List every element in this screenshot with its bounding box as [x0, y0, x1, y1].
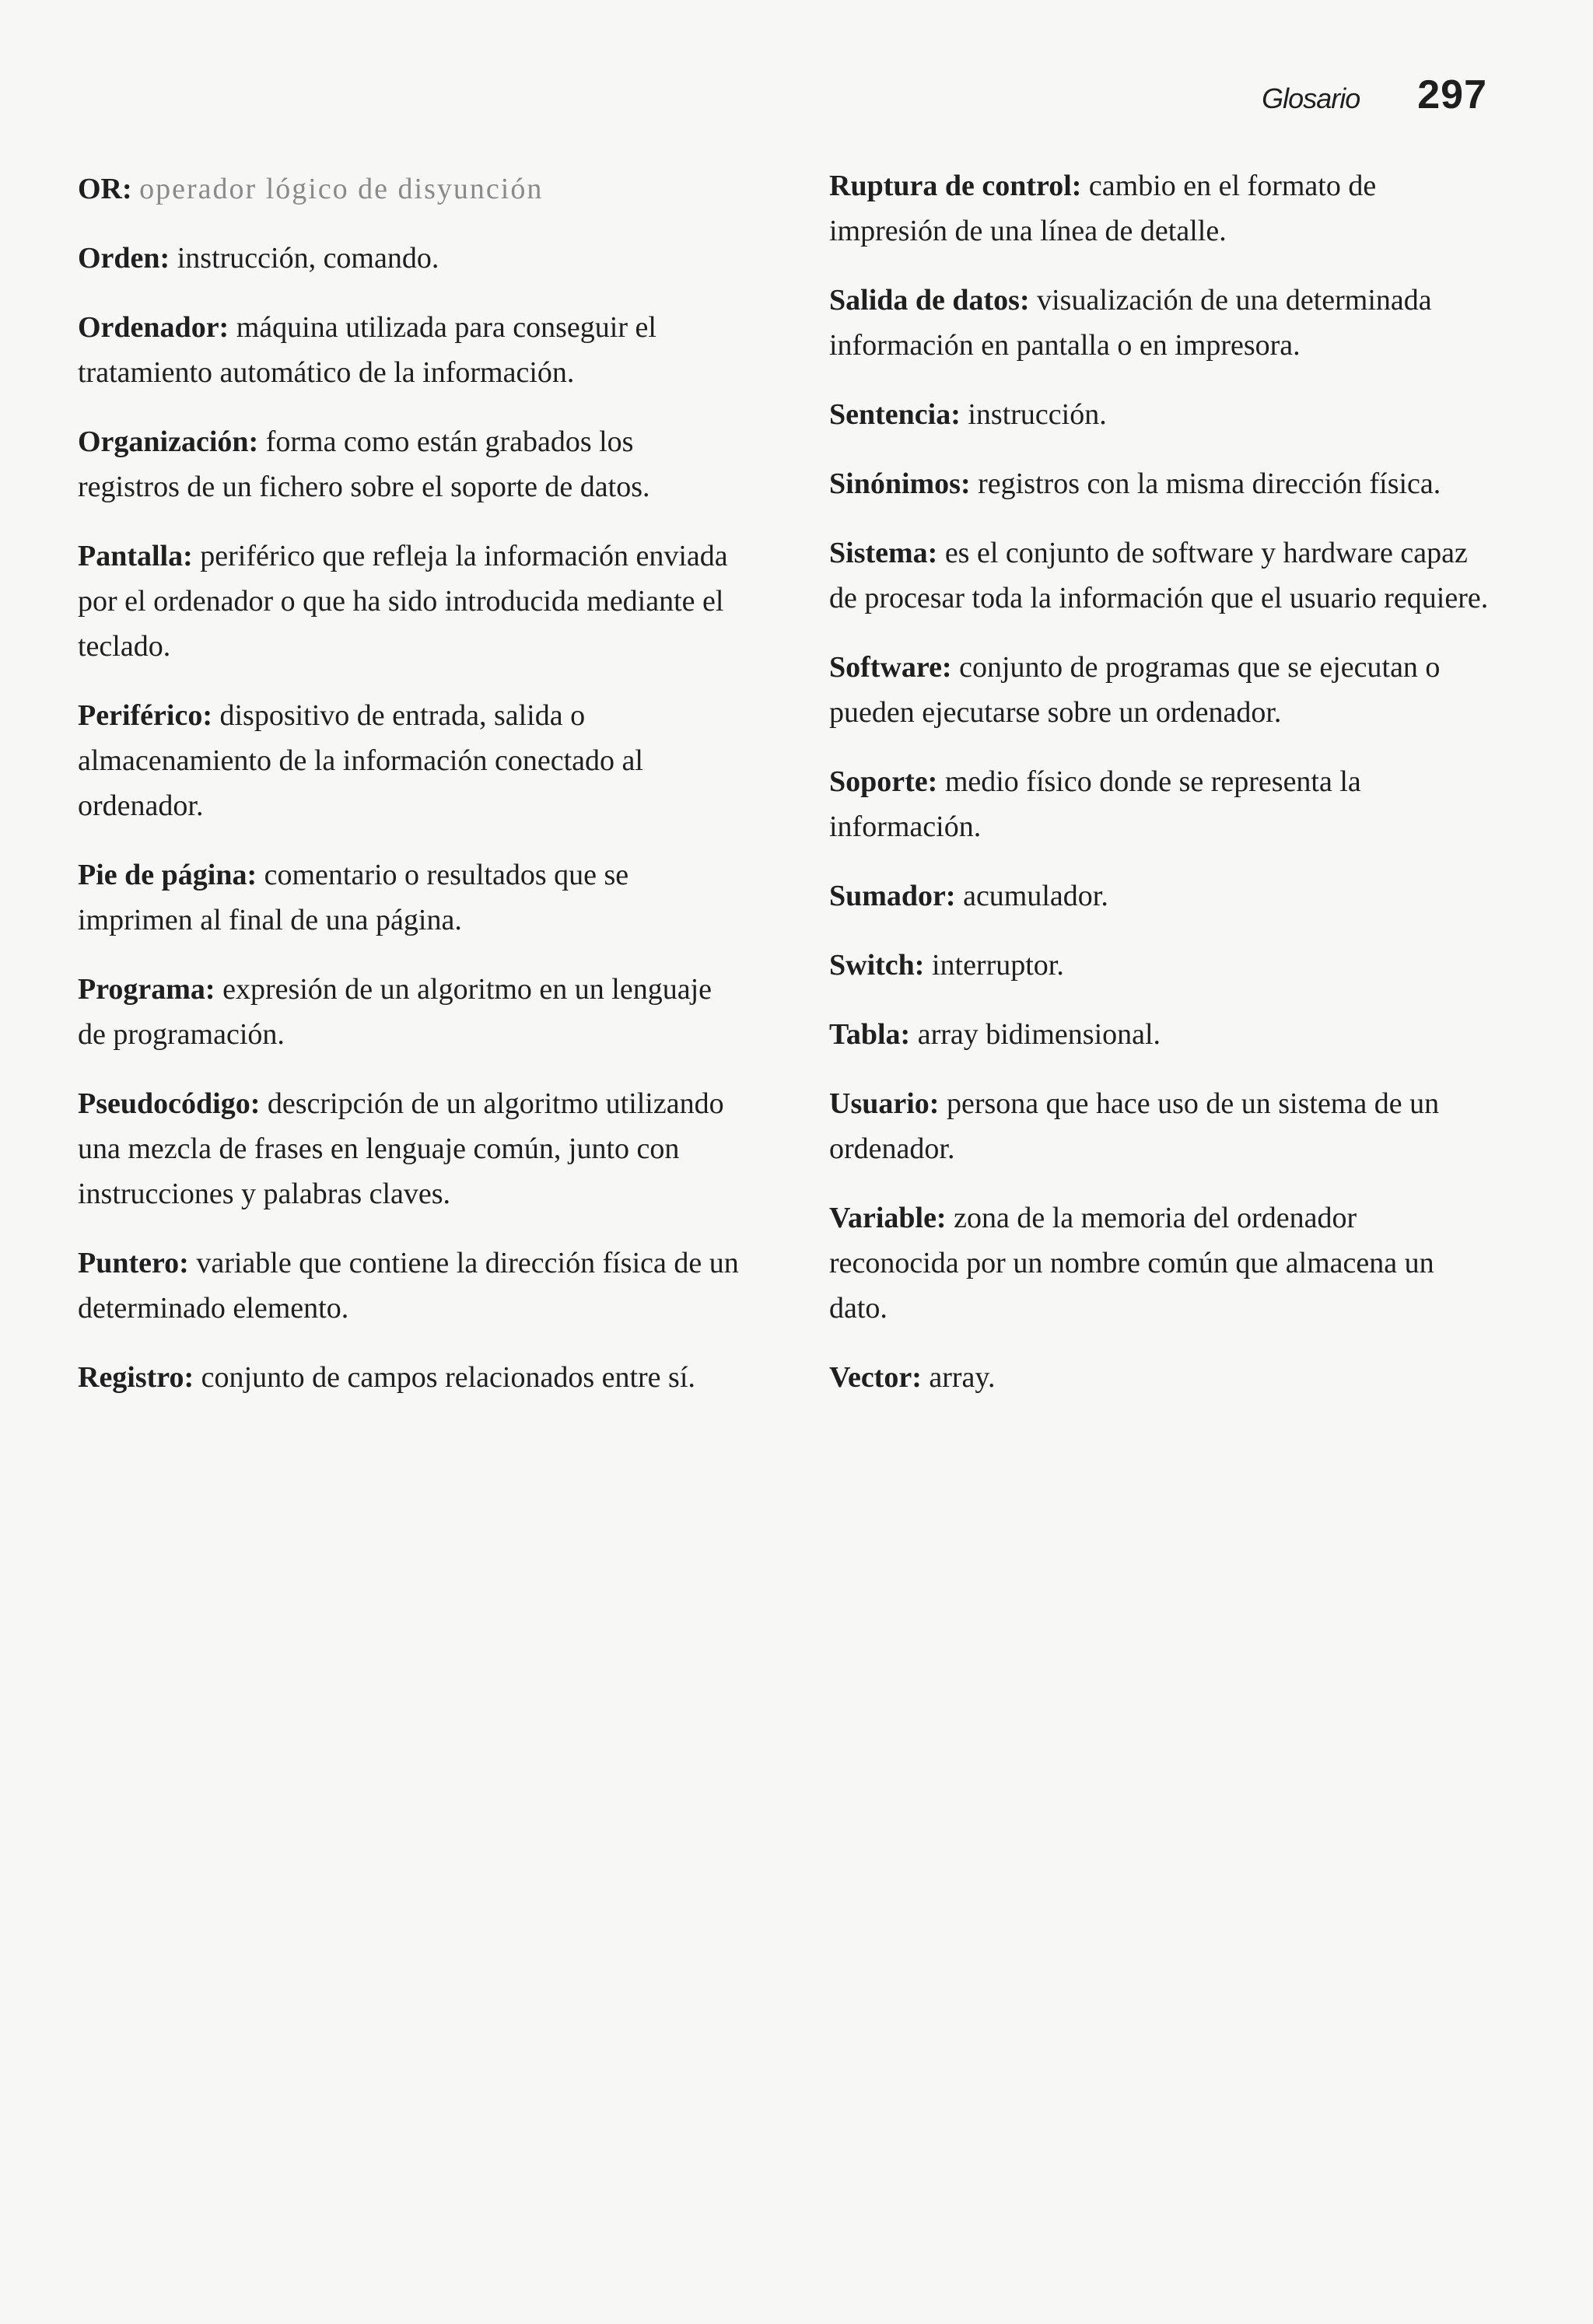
- glossary-term: OR:: [78, 173, 132, 205]
- glossary-term: Pantalla:: [78, 540, 193, 572]
- glossary-entry-switch: [829, 943, 1490, 988]
- glossary-term: Sumador:: [829, 880, 956, 912]
- glossary-entry-sumador: [829, 873, 1490, 919]
- glossary-definition: comentario o resultados que se imprimen al final de una página.: [78, 859, 629, 936]
- glossary-term: Pseudocódigo:: [78, 1087, 261, 1120]
- glossary-definition: periférico que refleja la información enviada por el ordenador o que ha sido introducida mediante el teclado.: [78, 540, 728, 663]
- glossary-definition: acumulador.: [963, 880, 1108, 912]
- glossary-term: Organización:: [78, 425, 259, 458]
- glossary-entry-variable: [829, 1195, 1490, 1331]
- page-number: 297: [1417, 72, 1487, 117]
- glossary-definition: descripción de un algoritmo utilizando una mezcla de frases en lenguaje común, junto con instrucciones y palabras claves.: [78, 1087, 724, 1210]
- glossary-definition: dispositivo de entrada, salida o almacenamiento de la información conectado al ordenador.: [78, 699, 643, 822]
- glossary-definition: variable que contiene la dirección física de un determinado elemento.: [78, 1247, 739, 1325]
- glossary-definition: cambio en el formato de impresión de una línea de detalle.: [829, 170, 1377, 247]
- glossary-term: Programa:: [78, 973, 215, 1006]
- glossary-definition: medio físico donde se representa la información.: [829, 765, 1361, 843]
- glossary-entry-pie-de-pagina: [78, 852, 739, 943]
- glossary-entry-pantalla: [78, 534, 739, 669]
- glossary-entry-tabla: [829, 1012, 1490, 1057]
- glossary-definition: conjunto de campos relacionados entre sí.: [201, 1361, 695, 1394]
- glossary-definition: array bidimensional.: [917, 1018, 1161, 1051]
- glossary-term: Soporte:: [829, 765, 938, 798]
- glossary-definition: registros con la misma dirección física.: [978, 467, 1441, 500]
- glossary-term: Sentencia:: [829, 398, 961, 431]
- glossary-term: Salida de datos:: [829, 284, 1030, 317]
- glossary-term: Variable:: [829, 1202, 947, 1234]
- glossary-entry-ruptura-de-control: [829, 163, 1490, 254]
- glossary-entry-sistema: [829, 530, 1490, 621]
- glossary-entry-vector: [829, 1355, 1490, 1400]
- glossary-term: Tabla:: [829, 1018, 911, 1051]
- glossary-entry-orden: [78, 236, 739, 281]
- glossary-entry-puntero: [78, 1241, 739, 1331]
- glossary-entry-periferico: [78, 693, 739, 828]
- glossary-entry-usuario: [829, 1081, 1490, 1171]
- glossary-definition: zona de la memoria del ordenador reconocida por un nombre común que almacena un dato.: [829, 1202, 1434, 1325]
- glossary-definition: interruptor.: [931, 949, 1064, 982]
- glossary-term: Usuario:: [829, 1087, 940, 1120]
- glossary-term: Sinónimos:: [829, 467, 971, 500]
- glossary-term: Periférico:: [78, 699, 212, 732]
- glossary-term: Switch:: [829, 949, 925, 982]
- glossary-entry-registro: [78, 1355, 739, 1400]
- glossary-term: Sistema:: [829, 537, 938, 569]
- glossary-entry-pseudocodigo: [78, 1081, 739, 1216]
- glossary-term: Ruptura de control:: [829, 170, 1082, 202]
- glossary-term: Orden:: [78, 242, 170, 275]
- glossary-entry-sentencia: [829, 392, 1490, 437]
- glossary-definition: visualización de una determinada información en pantalla o en impresora.: [829, 284, 1432, 362]
- glossary-term: Ordenador:: [78, 311, 229, 344]
- glossary-definition: expresión de un algoritmo en un lenguaje de programación.: [78, 973, 712, 1051]
- glossary-entry-salida-de-datos: [829, 278, 1490, 368]
- glossary-term: Software:: [829, 651, 952, 684]
- section-title: Glosario: [1262, 82, 1360, 114]
- page-header: [1262, 72, 1487, 118]
- glossary-term: Puntero:: [78, 1247, 189, 1279]
- glossary-definition: operador lógico de disyunción: [139, 173, 544, 205]
- glossary-term: Registro:: [78, 1361, 194, 1394]
- glossary-entry-sinonimos: [829, 461, 1490, 506]
- glossary-definition: es el conjunto de software y hardware capaz de procesar toda la información que el usuario requiere.: [829, 537, 1489, 614]
- glossary-definition: máquina utilizada para conseguir el tratamiento automático de la información.: [78, 311, 656, 389]
- glossary-definition: persona que hace uso de un sistema de un ordenador.: [829, 1087, 1440, 1165]
- glossary-entry-software: [829, 645, 1490, 735]
- glossary-entry-ordenador: [78, 305, 739, 395]
- glossary-definition: instrucción.: [968, 398, 1107, 431]
- glossary-entry-organizacion: [78, 419, 739, 509]
- glossary-definition: array.: [929, 1361, 996, 1394]
- glossary-entry-programa: [78, 967, 739, 1057]
- glossary-definition: conjunto de programas que se ejecutan o pueden ejecutarse sobre un ordenador.: [829, 651, 1441, 729]
- glossary-definition: forma como están grabados los registros de un fichero sobre el soporte de datos.: [78, 425, 650, 503]
- glossary-column-right: [829, 163, 1490, 1424]
- glossary-term: Vector:: [829, 1361, 922, 1394]
- glossary-definition: instrucción, comando.: [177, 242, 439, 275]
- glossary-term: Pie de página:: [78, 859, 257, 891]
- glossary-entry-or: [78, 166, 739, 212]
- glossary-entry-soporte: [829, 759, 1490, 849]
- glossary-column-left: [78, 166, 739, 1424]
